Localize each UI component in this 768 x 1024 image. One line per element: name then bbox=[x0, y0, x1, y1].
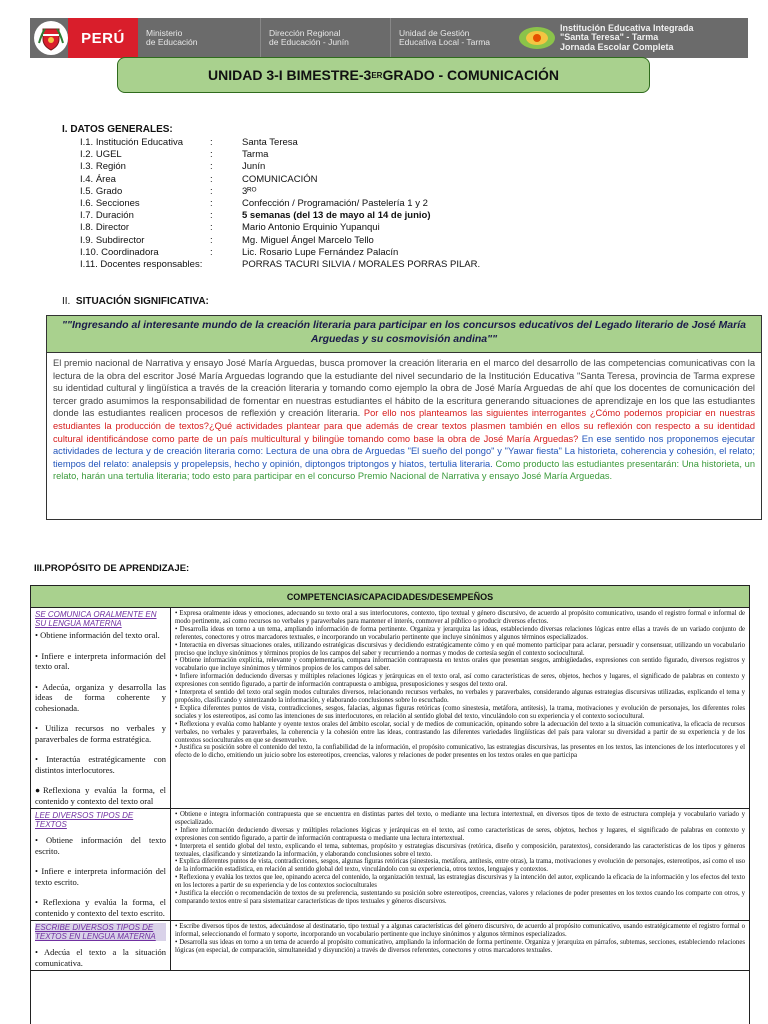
performance-item: • Infiere información deduciendo diversas y múltiples relaciones lógicas y jerárquicas en el texto oral, así como características de seres, objetos, hechos y lugares, el significado de palabras en contexto y expresiones con sentido figurado, a partir de información contrapuesta o ambigua, presuposiciones y sesgos del texto oral. bbox=[175, 673, 745, 689]
title-superscript: ER bbox=[371, 70, 383, 80]
institutional-header bbox=[30, 18, 748, 58]
general-data-key: I.1. Institución Educativa bbox=[80, 137, 183, 148]
general-data-value: Lic. Rosario Lupe Fernández Palacín bbox=[242, 246, 399, 258]
general-data-colon: : bbox=[210, 210, 213, 222]
performance-item: • Expresa oralmente ideas y emociones, adecuando su texto oral a sus interlocutores, contexto, tipo textual y género discursivo, de acuerdo al propósito comunicativo, usando el registro formal e informal de modo pertinente, así como recursos no verbales y paraverbales para mantener el interés, conmover al público o producir diversos efectos. bbox=[175, 610, 745, 625]
institution-line-1: Institución Educativa Integrada bbox=[560, 22, 694, 33]
institution-label bbox=[558, 18, 702, 58]
situation-box bbox=[46, 315, 762, 520]
competency-name: ESCRIBE DIVERSOS TIPOS DE TEXTOS EN LENGUA MATERNA bbox=[35, 923, 166, 941]
capacity-item: • Reflexiona y evalúa la forma, el contenido y contexto del texto escrito. bbox=[35, 897, 166, 918]
capacity-item: • Infiere e interpreta información del texto escrito. bbox=[35, 866, 166, 887]
situation-heading-text: SITUACIÓN SIGNIFICATIVA: bbox=[75, 296, 209, 307]
ministry-line-2: de Educación bbox=[146, 37, 198, 47]
general-data-key: I.10. Coordinadora bbox=[80, 246, 159, 258]
title-main: UNIDAD 3-I BIMESTRE-3 bbox=[207, 67, 372, 83]
general-data-row bbox=[80, 235, 480, 247]
situation-heading bbox=[62, 296, 209, 307]
capacity-item: • Adecúa, organiza y desarrolla las ideas de forma coherente y cohesionada. bbox=[35, 681, 166, 713]
general-data-colon: : bbox=[210, 234, 213, 246]
general-data-colon: : bbox=[210, 246, 213, 258]
capacity-item: • Infiere e interpreta información del texto oral. bbox=[35, 650, 166, 671]
unit-title bbox=[117, 57, 650, 93]
general-data-key: I.8. Director bbox=[80, 222, 130, 234]
situation-title: ""Ingresando al interesante mundo de la creación literaria para participar en los concursos educativos del Legado literario de José María Arguedas y su cosmovisión andina"" bbox=[47, 316, 761, 353]
performance-item: • Explica diferentes puntos de vista, contradicciones, sesgos, algunas figuras retóricas (sinestesia, metáfora, antítesis, entre otras), la trama, motivaciones y evolución de personajes, estereotipos, así como el uso de la información estadística, en relación al sentido global del texto, vinculándolo con su experiencia, otros textos, lenguajes y contextos. bbox=[175, 858, 745, 874]
performance-item: • Reflexiona y evalúa los textos que lee, opinando acerca del contenido, la organización textual, las estrategias discursivas y la intención del autor, explicando la eficacia de la información y los efectos del texto en los lectores a partir de su experiencia y de los contextos socioculturales bbox=[175, 874, 745, 890]
competency-name: LEE DIVERSOS TIPOS DE TEXTOS bbox=[35, 811, 134, 829]
performance-item: • Justifica su posición sobre el contenido del texto, la confiabilidad de la información, el propósito comunicativo, las estrategias discursivas, las presentes en los textos, las intenciones de los interlocutores y el efecto de lo dicho, emitiendo un juicio sobre los estereotipos, creencias, valores y relaciones de poder presentes en los textos orales en que participa bbox=[175, 744, 745, 760]
institution-line-3: Jornada Escolar Completa bbox=[560, 41, 674, 52]
general-data-key: I.5. Grado bbox=[80, 185, 123, 197]
capacity-item: ●Reflexiona y evalúa la forma, el contenido y contexto del texto oral bbox=[35, 785, 166, 806]
competency-row bbox=[31, 809, 749, 921]
general-data-colon: : bbox=[210, 137, 213, 148]
regional-directorate-label bbox=[260, 18, 390, 58]
general-data-value: Santa Teresa bbox=[242, 137, 298, 148]
regional-line-2: de Educación - Junín bbox=[269, 37, 349, 47]
capacity-item: • Utiliza recursos no verbales y paraverbales de forma estratégica. bbox=[35, 723, 166, 744]
performance-item: • Justifica la elección o recomendación de textos de su preferencia, sustentando su posición sobre estereotipos, creencias, valores y relaciones de poder presentes en los textos cuando los comparte con otros, y comparando textos entre sí para sistematizar características de tipos textuales y géneros discursivos. bbox=[175, 890, 745, 905]
general-data-colon: : bbox=[210, 197, 213, 209]
general-data-key: I.11. Docentes responsables: bbox=[80, 258, 203, 270]
general-data-colon: : bbox=[210, 161, 213, 173]
general-data-heading: I. DATOS GENERALES: bbox=[62, 124, 173, 135]
performance-item: • Infiere información deduciendo diversas y múltiples relaciones lógicas y jerárquicas en el texto, así como características de seres, objetos, hechos y lugares, el significado de palabras en contexto y expresiones con sentido figurado, a partir de información contrapuesta o mediante una lectura intertextual. bbox=[175, 826, 745, 842]
general-data-colon: : bbox=[210, 185, 213, 197]
peru-label: PERÚ bbox=[68, 18, 138, 58]
general-data-value: 3ᴿᴼ bbox=[242, 185, 257, 197]
competency-row bbox=[31, 608, 749, 809]
competencies-table bbox=[30, 585, 750, 1024]
capacities-cell bbox=[31, 608, 171, 808]
general-data-colon bbox=[210, 259, 242, 271]
ministry-label bbox=[138, 18, 260, 58]
general-data-value: Junín bbox=[242, 161, 266, 173]
performance-item: • Explica diferentes puntos de vista, contradicciones, sesgos, falacias, algunas figuras retóricas (como sinestesia, metáfora, antítesis), la trama, motivaciones y evolución de personajes, los diferentes roles sociales y los estereotipos, así como las intenciones de sus interlocutores, en relación al sentido global del texto, vinculándolo con su experiencia y el contexto sociocultural. bbox=[175, 704, 745, 720]
performance-item: • Interpreta el sentido del texto oral según modos culturales diversos, relacionando recursos verbales, no verbales y paraverbales, considerando algunas estrategias discursivas utilizadas, explicando el tema y propósito, clasificando y sintetizando la información, y elaborando conclusiones sobre lo escuchado. bbox=[175, 689, 745, 704]
capacities-cell bbox=[31, 809, 171, 920]
performance-item: • Obtiene e integra información contrapuesta que se encuentra en distintas partes del texto, o mediante una lectura intertextual, en diversos tipos de texto de estructura compleja y vocabulario variado y especializado. bbox=[175, 811, 745, 826]
competency-name: SE COMUNICA ORALMENTE EN SU LENGUA MATERNA bbox=[35, 610, 157, 628]
general-data-row bbox=[80, 174, 480, 186]
situation-questions: Por ello nos planteamos las siguientes interrogantes ¿Cómo podemos propiciar en nuestras estudiantes la producción de textos?¿Qué actividades plantear para que además de crear textos plasmen también en ellos su reflexión con respecto a su identidad cultural identificándose como parte de un país multicultural y bilingüe tomando como base la obra de José María Arguedas? bbox=[53, 408, 756, 444]
general-data-value: Confección / Programación/ Pastelería 1 y 2 bbox=[242, 197, 428, 209]
general-data-key: I.6. Secciones bbox=[80, 197, 140, 209]
general-data-key: I.9. Subdirector bbox=[80, 234, 145, 246]
general-data-colon: : bbox=[210, 222, 213, 234]
general-data-value: 5 semanas (del 13 de mayo al 14 de junio) bbox=[242, 210, 431, 222]
learning-purpose-heading: III.PROPÓSITO DE APRENDIZAJE: bbox=[34, 563, 190, 574]
capacities-cell bbox=[31, 921, 171, 970]
peru-coat-of-arms-icon bbox=[34, 21, 68, 55]
situation-activities: En ese sentido nos proponemos ejecutar actividades de lectura y de creación literaria como: Lectura de una obra de Arguedas "El sueño del pongo" y "Yawar fiesta" La historieta, coherencia y cohesión, el relato; tiempos del relato: analepsis y propelepsis, hecho y opinión, diptongos triptongos y hiatos, tertulia literaria. bbox=[53, 433, 755, 469]
general-data-row bbox=[80, 186, 480, 198]
capacity-item: • Adecúa el texto a la situación comunicativa. bbox=[35, 947, 166, 968]
general-data-row bbox=[80, 210, 480, 222]
regional-line-1: Dirección Regional bbox=[269, 27, 341, 38]
performance-item: • Desarrolla sus ideas en torno a un tema de acuerdo al propósito comunicativo, ampliando la información de forma pertinente. Organiza y jerarquiza en párrafos, subtemas, secciones, estableciendo relaciones lógicas (en especial, de comparación, simultaneidad y disyunción) a través de diversos referentes, conectores y otros marcadores textuales. bbox=[175, 938, 745, 954]
situation-heading-number: II. bbox=[62, 296, 71, 307]
ugel-label bbox=[390, 18, 516, 58]
competencies-table-header: COMPETENCIAS/CAPACIDADES/DESEMPEÑOS bbox=[31, 586, 749, 608]
general-data-colon: : bbox=[210, 173, 213, 185]
situation-paragraph-intro: El premio nacional de Narrativa y ensayo José María Arguedas, busca promover la creación literaria en el marco del desarrollo de las competencias comunicativas con la lectura de la obra del escritor José María Arguedas logrando que la estudiante del nivel secundario de la Institución Educativa "Santa Teresa, provincia de Tarma exprese su identidad cultural y lingüística a través de la creación literaria y tomando como ejemplo la obra de José María Arguedas de ahí que los docentes de comunicación del tercer grado asumimos la responsabilidad de fomentar en nuestras estudiantes el hábito de la escritura generando situaciones de aprendizaje en los que las estudiantes donde las estudiantes realicen procesos de reflexión y creación literaria. bbox=[53, 358, 755, 419]
general-data-row bbox=[80, 149, 480, 161]
general-data-key: I.2. UGEL bbox=[80, 149, 122, 161]
general-data-value: Mg. Miguel Ángel Marcelo Tello bbox=[242, 234, 374, 246]
general-data-row bbox=[80, 247, 480, 259]
ugel-line-1: Unidad de Gestión bbox=[399, 27, 470, 38]
general-data-key: I.3. Región bbox=[80, 161, 126, 173]
general-data-row bbox=[80, 259, 480, 271]
competencies-table-body bbox=[31, 608, 749, 971]
performances-cell bbox=[171, 608, 749, 808]
capacity-item: • Obtiene información del texto oral. bbox=[35, 630, 160, 640]
situation-text bbox=[47, 353, 761, 483]
capacity-item: • Obtiene información del texto escrito. bbox=[35, 835, 166, 856]
situation-products: Como producto las estudiantes presentarán: Una historieta, un relato, harán una tertulia literaria; todo esto para participar en el concurso Premio Nacional de Narrativa y ensayo José María Arguedas. bbox=[53, 458, 755, 482]
general-data-colon: : bbox=[210, 149, 213, 161]
performance-item: • Interpreta el sentido global del texto, explicando el tema, subtemas, propósito y estrategias discursivas (retórica, diseño y composición, paratextos), considerando las características de los tipos y géneros textuales, clasificando y sintetizando la información, y elaborando conclusiones sobre el texto. bbox=[175, 842, 745, 858]
general-data-row bbox=[80, 161, 480, 173]
school-logo-icon bbox=[516, 21, 558, 55]
general-data-row bbox=[80, 222, 480, 234]
general-data-list bbox=[80, 137, 480, 271]
general-data-value: Tarma bbox=[242, 149, 269, 161]
performance-item: • Interactúa en diversas situaciones orales, utilizando estratégicas discursivas y decidiendo estratégicamente cómo y en qué momento participar para aclarar, persuadir y consensuar, utilizando un vocabulario preciso que incluye sinónimos y términos propios de los campos del saber y recurriendo a normas y modos de cortesía según el contexto sociocultural. bbox=[175, 641, 745, 657]
title-grade: GRADO - COMUNICACIÓN bbox=[382, 67, 560, 83]
capacity-item: • Interactúa estratégicamente con distintos interlocutores. bbox=[35, 754, 166, 775]
general-data-row bbox=[80, 198, 480, 210]
performance-item: • Obtiene información explícita, relevante y complementaria, compara información contrapuesta en textos orales que presentan sesgos, ambigüedades, expresiones con sentido figurado, diversos registros y vocabulario que incluye sinónimos y términos propios de los campos del saber. bbox=[175, 657, 745, 673]
ugel-line-2: Educativa Local - Tarma bbox=[399, 37, 491, 47]
performance-item: • Desarrolla ideas en torno a un tema, ampliando información de forma pertinente. Organiza y jerarquiza las ideas, estableciendo diversas relaciones lógicas entre ellas a través de un variado conjunto de referentes, conectores y otros marcadores textuales, e incorporando un vocabulario pertinente que incluye sinónimos y algunos términos especializados. bbox=[175, 625, 745, 641]
general-data-value: COMUNICACIÓN bbox=[242, 173, 318, 185]
ministry-line-1: Ministerio bbox=[146, 27, 183, 38]
performance-item: • Escribe diversos tipos de textos, adecuándose al destinatario, tipo textual y a algunas características del género discursivo, de acuerdo al propósito comunicativo, usando estratégicamente el registro formal o informal, seleccionando el formato y soporte, incorporando un vocabulario pertinente que incluye sinónimos y algunos términos especializados. bbox=[175, 923, 745, 938]
general-data-value: Mario Antonio Erquinio Yupanqui bbox=[242, 222, 380, 234]
general-data-key: I.7. Duración bbox=[80, 210, 134, 222]
general-data-row bbox=[80, 137, 480, 149]
performance-item: • Reflexiona y evalúa como hablante y oyente textos orales del ámbito escolar, social y de medios de comunicación, opinando sobre la adecuación del texto a la situación comunicativa, la eficacia de recursos verbales, no verbales y paraverbales, la coherencia y la cohesión entre las ideas, contrastando las diferentes variedades lingüísticas del país para valorar su diversidad a partir de su experiencia y de los contextos socioculturales en que se desenvuelve. bbox=[175, 720, 745, 744]
institution-line-2: "Santa Teresa" - Tarma bbox=[560, 32, 659, 43]
general-data-value: PORRAS TACURI SILVIA / MORALES PORRAS PILAR. bbox=[242, 258, 481, 270]
performances-cell bbox=[171, 921, 749, 970]
general-data-key: I.4. Área bbox=[80, 173, 116, 185]
performances-cell bbox=[171, 809, 749, 920]
competency-row bbox=[31, 921, 749, 971]
